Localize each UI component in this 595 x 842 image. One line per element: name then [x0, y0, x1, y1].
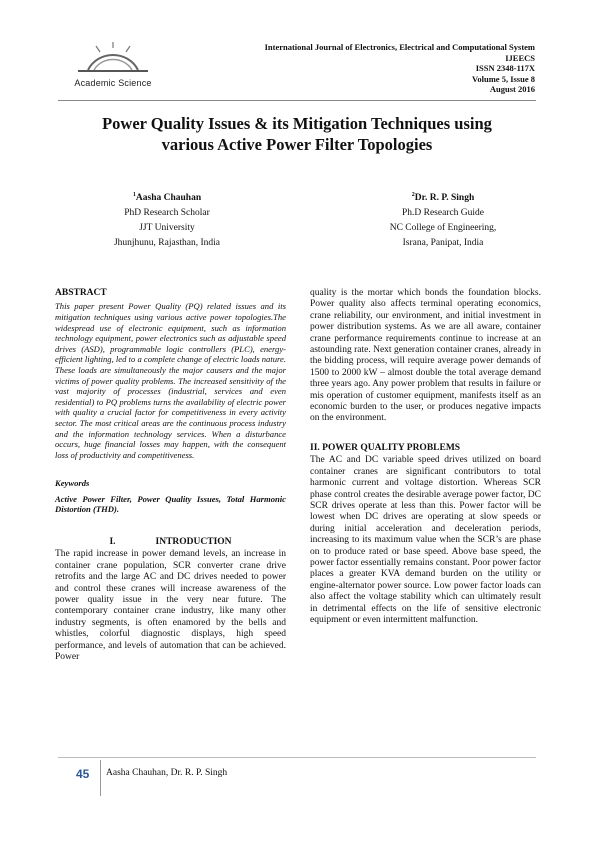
- author-2-title: Ph.D Research Guide: [401, 208, 485, 219]
- footer-divider: [58, 757, 536, 758]
- keywords-heading: Keywords: [55, 478, 90, 489]
- author-2-univ: NC College of Engineering,: [389, 223, 497, 234]
- abstract-text: This paper present Power Quality (PQ) related issues and its mitigation techniques using various active power topologies.The widespread use of electronic equipment, such as information technology equipment, power electronics such as adjustable speed drives (ASD), programmable logic controllers (PLC), energy-efficient lighting, led to a complete change of electric loads nature. These loads are simultaneously the major causers and the major victims of power quality problems. The increased sensitivity of the vast majority of processes (industrial, services and even residential) to PQ problems turns the availability of electric power with quality a crucial factor for competitiveness in every activity sector. The most critical areas are the continuous process industry and the information technology services. When a disturbance occurs, huge financial losses may happen, with the consequent loss of productivity and competitiveness.: [55, 301, 286, 460]
- author-1-univ: JJT University: [139, 223, 195, 234]
- section2-heading: II. POWER QUALITY PROBLEMS: [310, 442, 461, 453]
- introduction-heading: [55, 537, 286, 548]
- intro-continuation: quality is the mortar which bonds the foundation blocks. Power quality also affects terminal operating economics, crane reliability, our environment, and initial investment in power distribution systems. As we are all aware, container crane performance requirements continue to increase at an astounding rate. Next generation container cranes, already in the bidding process, will require average power demands of 1500 to 2000 kW – almost double the total average demand three years ago. Any power problem that results in failure or mis operation of customer equipment, manifests itself as an economic burden to the user, or produces negative impacts on the environment.: [310, 288, 541, 424]
- abstract-heading: ABSTRACT: [55, 288, 107, 298]
- author-2: [343, 188, 543, 251]
- author-2-sup: 2: [411, 192, 415, 198]
- author-2-loc: Israna, Panipat, India: [402, 238, 484, 249]
- intro-number: I.: [109, 536, 116, 547]
- author-1-title: PhD Research Scholar: [124, 208, 210, 219]
- journal-issn: ISSN 2348-117X: [475, 63, 535, 73]
- title-line-2: various Active Power Filter Topologies: [161, 135, 433, 154]
- author-2-name: Dr. R. P. Singh: [414, 193, 475, 204]
- journal-date: August 2016: [489, 84, 535, 94]
- author-1-loc: Jhunjhunu, Rajasthan, India: [113, 238, 221, 249]
- journal-name: International Journal of Electronics, Electrical and Computational System: [264, 42, 535, 52]
- title-line-1: Power Quality Issues & its Mitigation Techniques using: [102, 114, 492, 133]
- section2-text: The AC and DC variable speed drives utilized on board container cranes are significant contributors to total harmonic current and voltage distortion. Whereas SCR phase control creates the desirable average power factor, DC SCR drives operate at less than this. Power factor will be lowest when DC drives are operating at slow speeds or during initial acceleration and deceleration periods, increasing to its maximum value when the SCR’s are phase on to produce rated or base speed. Above base speed, the power factor essentially remains constant. Poor power factor places a greater KVA demand burden on the utility or engine-alternator power source. Low power factor loads can also affect the voltage stability which can ultimately result in detrimental effects on the life of sensitive electronic equipment or even intermittent malfunction.: [310, 455, 541, 625]
- author-1-name: Aasha Chauhan: [135, 193, 202, 204]
- logo-text: Academic Science: [74, 78, 152, 88]
- journal-info: [265, 42, 535, 95]
- keywords-text: Active Power Filter, Power Quality Issues, Total Harmonic Distortion (THD).: [55, 493, 286, 515]
- header-divider: [58, 100, 536, 101]
- author-1: [67, 188, 267, 251]
- paper-title: [58, 113, 536, 155]
- journal-volume: Volume 5, Issue 8: [472, 73, 535, 84]
- author-1-sup: 1: [132, 192, 136, 198]
- intro-text: The rapid increase in power demand levels, an increase in container crane population, SCR converter crane drive retrofits and the large AC and DC drives needed to power and control these cranes will increase awareness of the power quality issue in the very near future. The contemporary container crane industry, like many other industry segments, is often enamored by the bells and whistles, colorful diagnostic displays, high speed performance, and levels of automation that can be achieved. Power: [55, 549, 286, 662]
- intro-title: INTRODUCTION: [155, 536, 232, 547]
- journal-abbr: IJEECS: [505, 52, 535, 63]
- page-number: 45: [76, 767, 90, 781]
- footer-separator: [100, 760, 101, 796]
- right-column: [310, 288, 541, 626]
- footer-authors: Aasha Chauhan, Dr. R. P. Singh: [106, 768, 228, 778]
- left-column: [55, 288, 286, 663]
